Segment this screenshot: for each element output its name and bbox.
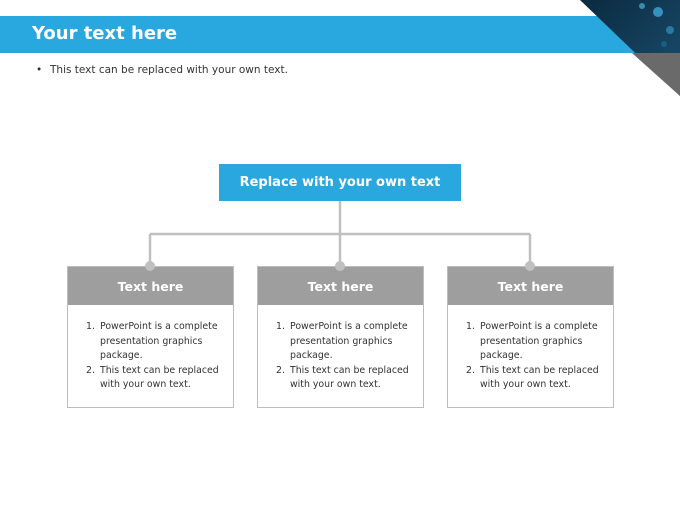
item-number: 2. <box>466 364 475 376</box>
connector-node-left <box>145 261 155 271</box>
item-number: 2. <box>86 364 95 376</box>
card-title: Text here <box>117 278 184 294</box>
card-header <box>258 267 423 305</box>
root-node <box>219 164 461 201</box>
item-text: PowerPoint is a complete presentation graphics package. <box>100 321 218 362</box>
list-item <box>466 320 603 364</box>
list-item <box>276 320 413 364</box>
title-bar <box>0 16 680 53</box>
item-number: 1. <box>466 321 475 332</box>
connector-node-middle <box>335 261 345 271</box>
card-header <box>68 267 233 305</box>
card-header <box>448 267 613 305</box>
bullet-icon: • <box>36 64 43 76</box>
list-item <box>466 364 603 393</box>
subtitle-text: This text can be replaced with your own text. <box>50 64 288 76</box>
subtitle-bullet <box>36 64 288 76</box>
list-item <box>86 320 223 364</box>
child-card-right <box>447 266 614 408</box>
list-item <box>276 364 413 393</box>
card-body <box>258 305 423 393</box>
item-number: 1. <box>276 321 285 332</box>
card-title: Text here <box>497 278 564 294</box>
item-text: This text can be replaced with your own text. <box>480 364 599 391</box>
card-body <box>448 305 613 393</box>
item-text: PowerPoint is a complete presentation graphics package. <box>480 321 598 362</box>
root-label: Replace with your own text <box>239 175 441 190</box>
child-card-left <box>67 266 234 408</box>
item-number: 1. <box>86 321 95 332</box>
card-body <box>68 305 233 393</box>
card-title: Text here <box>307 278 374 294</box>
item-text: PowerPoint is a complete presentation graphics package. <box>290 321 408 362</box>
page-title: Your text here <box>32 23 178 44</box>
connector-node-right <box>525 261 535 271</box>
item-number: 2. <box>276 364 285 376</box>
corner-decoration <box>580 0 680 96</box>
child-card-middle <box>257 266 424 408</box>
list-item <box>86 364 223 393</box>
item-text: This text can be replaced with your own text. <box>100 364 219 391</box>
item-text: This text can be replaced with your own text. <box>290 364 409 391</box>
